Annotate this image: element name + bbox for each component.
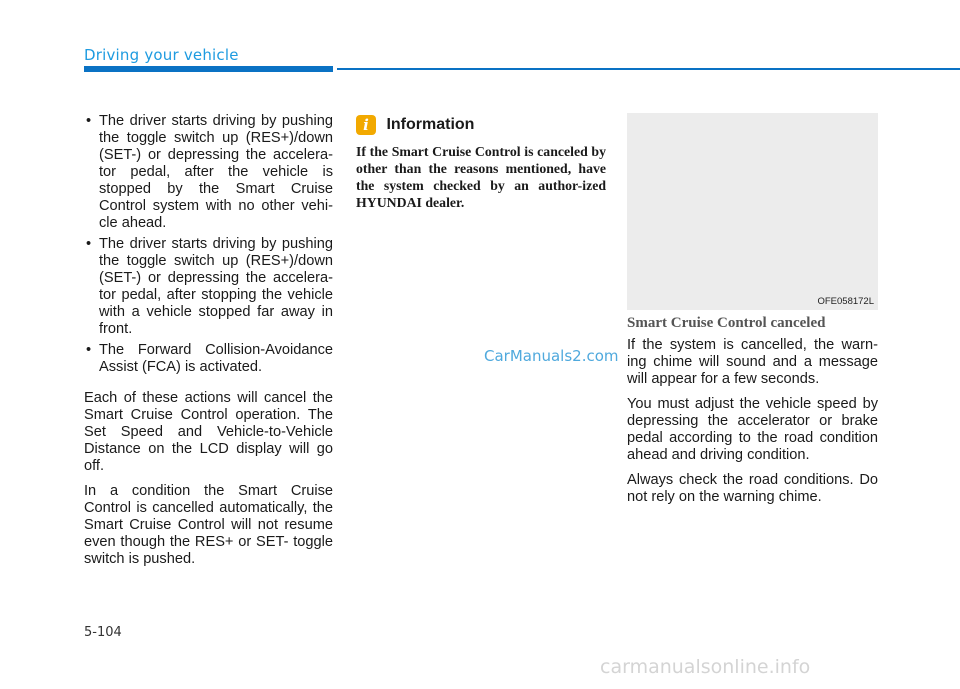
information-header <box>356 115 606 135</box>
figure-image <box>627 113 878 310</box>
header-rule-thick <box>84 66 333 72</box>
bullet-item <box>84 236 333 338</box>
info-icon: i <box>356 115 376 135</box>
header-rule-thin <box>337 68 960 70</box>
bullet-dot: • <box>86 236 92 252</box>
figure-code: OFE058172L <box>817 296 874 307</box>
bullet-text: The Forward Collision-Avoidance Assist (FCA) is activated. <box>99 342 333 375</box>
section-title: Driving your vehicle <box>84 46 239 64</box>
left-column <box>84 113 333 576</box>
bullet-item <box>84 113 333 232</box>
bullet-text: The driver starts driving by pushing the toggle switch up (RES+)/down (SET-) or depressing the accelera-tor pedal, after stopping the vehicle with a vehicle stopped far away in front. <box>99 236 333 337</box>
body-paragraph: You must adjust the vehicle speed by depressing the accelerator or brake pedal according to the road condition ahead and driving condition. <box>627 396 878 463</box>
bullet-item <box>84 342 333 376</box>
bullet-text: The driver starts driving by pushing the toggle switch up (RES+)/down (SET-) or depressing the accelera-tor pedal, after the vehicle is stopped by the Smart Cruise Control system with no other vehi-cle ahead. <box>99 113 333 231</box>
footer-watermark: carmanualsonline.info <box>600 656 811 678</box>
information-box <box>356 115 606 211</box>
right-column <box>627 337 878 514</box>
bullet-dot: • <box>86 113 92 129</box>
information-body: If the Smart Cruise Control is canceled by other than the reasons mentioned, have the system checked by an author-ized HYUNDAI dealer. <box>356 144 606 210</box>
body-paragraph: If the system is cancelled, the warn-ing chime will sound and a message will appear for a few seconds. <box>627 337 878 387</box>
body-paragraph: In a condition the Smart Cruise Control is cancelled automatically, the Smart Cruise Control will not resume even though the RES+ or SET- toggle switch is pushed. <box>84 483 333 567</box>
body-paragraph: Each of these actions will cancel the Smart Cruise Control operation. The Set Speed and Vehicle-to-Vehicle Distance on the LCD display will go off. <box>84 390 333 474</box>
information-heading: Information <box>386 116 475 133</box>
watermark-link[interactable]: CarManuals2.com <box>484 347 619 365</box>
page-number: 5-104 <box>84 625 122 640</box>
subsection-heading: Smart Cruise Control canceled <box>627 315 826 331</box>
bullet-dot: • <box>86 342 92 358</box>
body-paragraph: Always check the road conditions. Do not rely on the warning chime. <box>627 472 878 505</box>
